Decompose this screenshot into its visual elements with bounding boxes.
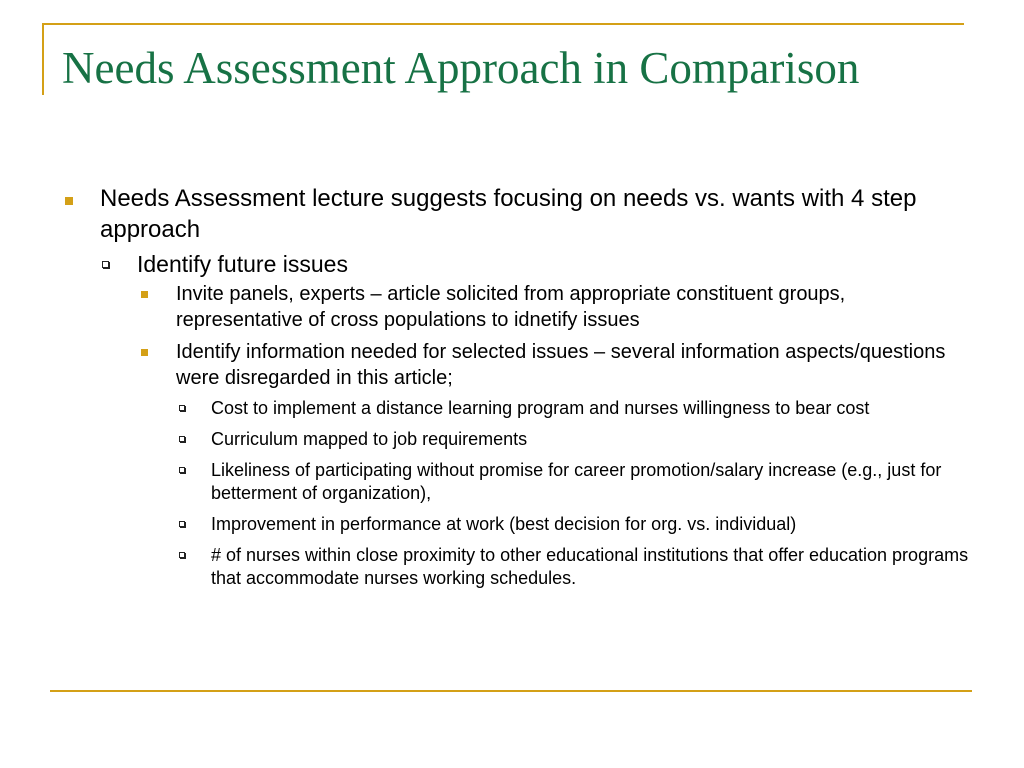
bullet-text: Needs Assessment lecture suggests focusing on needs vs. wants with 4 step approach: [100, 185, 917, 243]
bullet-text: Identify information needed for selected issues – several information aspects/questions were disregarded in this article;: [176, 341, 946, 389]
top-rule: [42, 23, 964, 25]
sub-sub-bullet-item: [137, 281, 972, 333]
detail-bullet-item: [176, 544, 972, 590]
sub-sub-bullet-item: [137, 339, 972, 391]
detail-bullet-item: [176, 397, 972, 420]
bullet-item: [62, 183, 972, 245]
hollow-square-bullet-icon: [179, 405, 185, 411]
bullet-text: Improvement in performance at work (best decision for org. vs. individual): [211, 514, 797, 534]
bullet-text: Identify future issues: [137, 251, 348, 277]
bullet-text: Likeliness of participating without promise for career promotion/salary increase (e.g., just for betterment of organization),: [211, 460, 942, 503]
square-bullet-icon: [141, 291, 148, 298]
sub-bullet-item: [100, 250, 972, 279]
detail-bullet-item: [176, 513, 972, 536]
bullet-text: # of nurses within close proximity to other educational institutions that offer education programs that accommodate nurses working schedules.: [211, 545, 969, 588]
detail-bullet-item: [176, 428, 972, 451]
hollow-square-bullet-icon: [179, 467, 185, 473]
detail-bullet-item: [176, 459, 972, 505]
bullet-text: Invite panels, experts – article solicited from appropriate constituent groups, representative of cross populations to idnetify issues: [176, 283, 846, 331]
hollow-square-bullet-icon: [179, 521, 185, 527]
hollow-square-bullet-icon: [179, 436, 185, 442]
slide-body: [62, 183, 972, 598]
square-bullet-icon: [65, 197, 73, 205]
bottom-rule: [50, 690, 972, 692]
hollow-square-bullet-icon: [179, 552, 185, 558]
bullet-text: Cost to implement a distance learning program and nurses willingness to bear cost: [211, 398, 870, 418]
slide-title: Needs Assessment Approach in Comparison: [62, 43, 860, 93]
left-rule: [42, 23, 44, 95]
hollow-square-bullet-icon: [102, 261, 109, 268]
bullet-text: Curriculum mapped to job requirements: [211, 429, 528, 449]
square-bullet-icon: [141, 349, 148, 356]
